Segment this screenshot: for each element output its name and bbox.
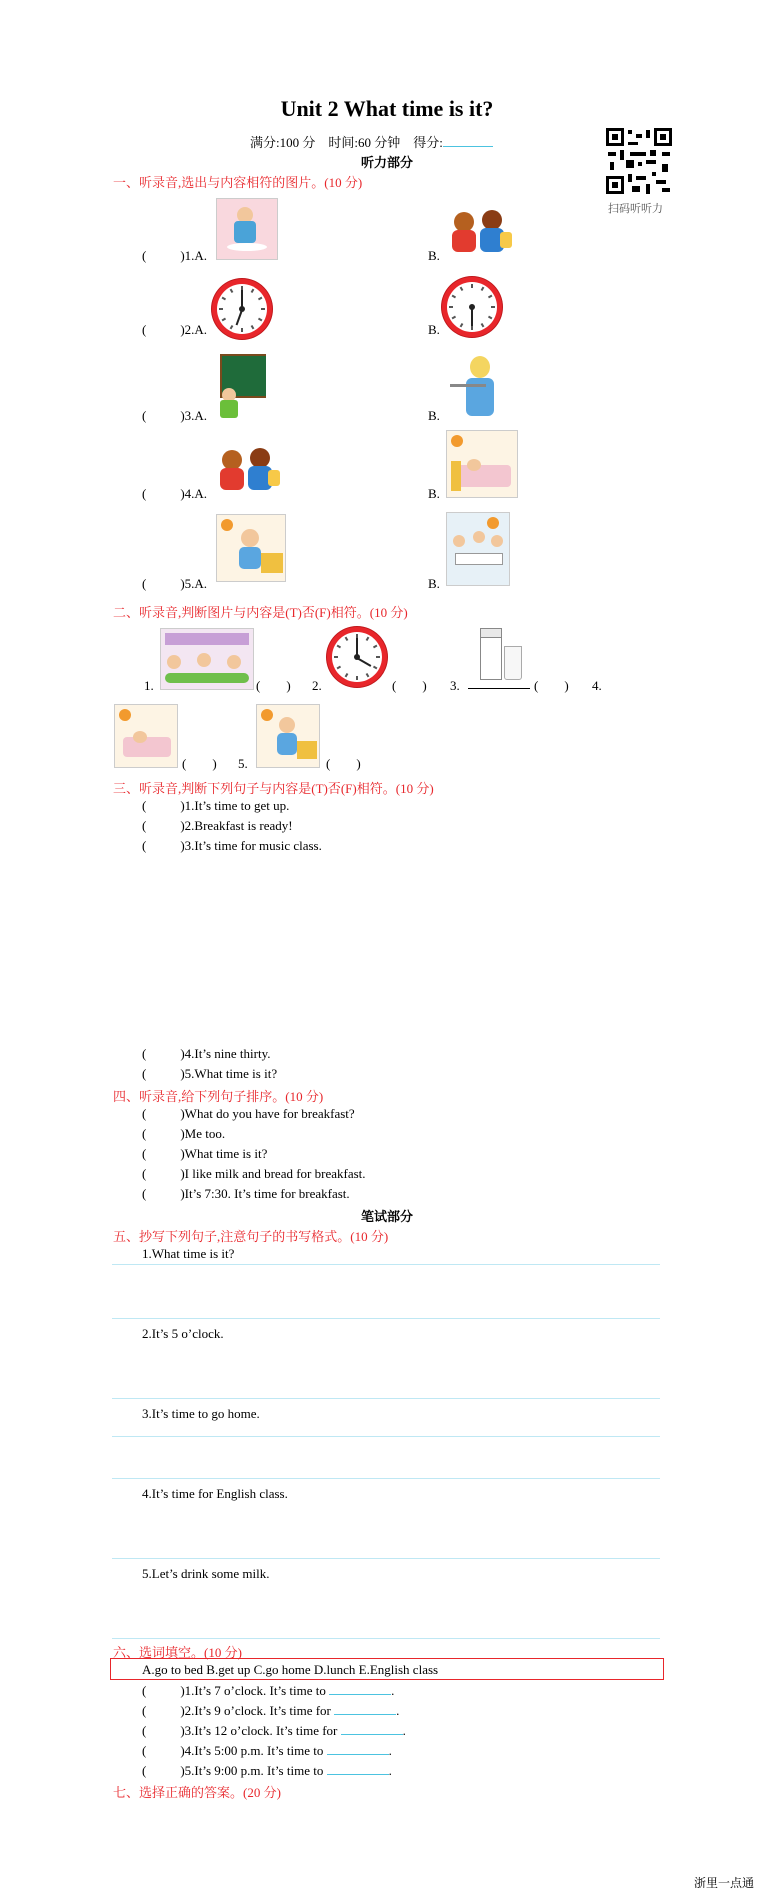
s3-item-2: ( )2.Breakfast is ready!: [142, 818, 293, 833]
clock-tick: [241, 328, 243, 332]
clock-tick: [373, 645, 377, 649]
s2-label-3: 3.: [450, 678, 460, 693]
s6-item-5: ( )5.It’s 9:00 p.m. It’s time to .: [142, 1763, 392, 1778]
s1-row1-b-label: B.: [428, 248, 440, 263]
s5-item-1: 1.What time is it?: [142, 1246, 235, 1261]
clock-tick: [356, 676, 358, 680]
s4-item-4: ( )I like milk and bread for breakfast.: [142, 1166, 366, 1181]
clock-tick: [258, 318, 262, 322]
writing-line[interactable]: [112, 1638, 660, 1639]
s2-answer-1[interactable]: ( ): [256, 678, 291, 693]
exam-time: 时间:60 分钟: [328, 135, 401, 150]
clock-tick: [230, 325, 234, 329]
clock-tick: [222, 318, 226, 322]
section-4-heading: 四、听录音,给下列句子排序。(10 分): [113, 1089, 324, 1104]
s2-label-4: 4.: [592, 678, 602, 693]
writing-line[interactable]: [112, 1264, 660, 1265]
qr-caption: 扫码听听力: [608, 203, 663, 215]
s2-answer-5[interactable]: ( ): [326, 756, 361, 771]
s1-row2-b-label: B.: [428, 322, 440, 337]
s4-item-3: ( )What time is it?: [142, 1146, 268, 1161]
s4-item-1: ( )What do you have for breakfast?: [142, 1106, 355, 1121]
s6-item-3: ( )3.It’s 12 o’clock. It’s time for .: [142, 1723, 406, 1738]
section-5-heading: 五、抄写下列句子,注意句子的书写格式。(10 分): [113, 1229, 389, 1244]
girl-playing-flute-icon[interactable]: [448, 352, 504, 418]
s1-row4-b-label: B.: [428, 486, 440, 501]
s6-blank-3[interactable]: [341, 1722, 403, 1735]
s2-label-5: 5.: [238, 756, 248, 771]
clock-tick: [488, 316, 492, 320]
s2-answer-4[interactable]: ( ): [182, 756, 217, 771]
word-bank: A.go to bed B.get up C.go home D.lunch E.English class: [142, 1662, 439, 1677]
section-1-heading: 一、听录音,选出与内容相符的图片。(10 分): [113, 175, 363, 190]
clock-tick: [481, 323, 485, 327]
clock-tick: [241, 286, 243, 290]
clock-tick: [481, 287, 485, 291]
s4-item-5: ( )It’s 7:30. It’s time for breakfast.: [142, 1186, 350, 1201]
section-2-heading: 二、听录音,判断图片与内容是(T)否(F)相符。(10 分): [113, 605, 408, 620]
listening-section-title: 听力部分: [360, 155, 413, 170]
clock-tick: [366, 637, 370, 641]
clock-tick: [345, 673, 349, 677]
s2-label-2: 2.: [312, 678, 322, 693]
score-label: 得分:: [413, 135, 443, 150]
girl-sleeping-icon[interactable]: [446, 430, 518, 498]
s1-row3-b-label: B.: [428, 408, 440, 423]
clock-tick: [452, 316, 456, 320]
s6-blank-1[interactable]: [329, 1682, 391, 1695]
s2-answer-3[interactable]: ( ): [534, 678, 569, 693]
clock-tick: [230, 289, 234, 293]
writing-section-title: 笔试部分: [360, 1209, 413, 1224]
clock-tick: [337, 645, 341, 649]
s3-item-4: ( )4.It’s nine thirty.: [142, 1046, 271, 1061]
writing-line[interactable]: [112, 1398, 660, 1399]
clock-tick: [491, 306, 495, 308]
teacher-at-blackboard-icon[interactable]: [216, 354, 266, 420]
clock-tick: [345, 637, 349, 641]
s6-blank-5[interactable]: [327, 1762, 389, 1775]
s1-row1-a-label: ( )1.A.: [142, 248, 208, 263]
s5-item-4: 4.It’s time for English class.: [142, 1486, 288, 1501]
footer-brand: 浙里一点通: [694, 1876, 755, 1890]
clock-icon[interactable]: [447, 282, 497, 332]
s2-label-1: 1.: [144, 678, 154, 693]
clock-icon[interactable]: [217, 284, 267, 334]
clock-tick: [373, 666, 377, 670]
clock-tick: [471, 284, 473, 288]
clock-tick: [488, 295, 492, 299]
clock-tick: [449, 306, 453, 308]
music-class-icon[interactable]: [160, 628, 254, 690]
s3-item-3: ( )3.It’s time for music class.: [142, 838, 322, 853]
clock-tick: [376, 656, 380, 658]
writing-line[interactable]: [112, 1558, 660, 1559]
girl-brushing-teeth-icon[interactable]: [216, 198, 278, 260]
s5-item-2: 2.It’s 5 o’clock.: [142, 1326, 224, 1341]
s5-item-5: 5.Let’s drink some milk.: [142, 1566, 270, 1581]
s6-item-2: ( )2.It’s 9 o’clock. It’s time for .: [142, 1703, 400, 1718]
milk-carton-icon[interactable]: [468, 628, 530, 689]
s1-row2-a-label: ( )2.A.: [142, 322, 208, 337]
clock-tick: [337, 666, 341, 670]
s1-row5-a-label: ( )5.A.: [142, 576, 208, 591]
s3-item-5: ( )5.What time is it?: [142, 1066, 278, 1081]
section-3-heading: 三、听录音,判断下列句子与内容是(T)否(F)相符。(10 分): [113, 781, 434, 796]
clock-tick: [460, 287, 464, 291]
s2-answer-2[interactable]: ( ): [392, 678, 427, 693]
clock-tick: [222, 297, 226, 301]
clock-tick: [251, 325, 255, 329]
s4-item-2: ( )Me too.: [142, 1126, 226, 1141]
children-walking-to-school-icon[interactable]: [214, 442, 286, 498]
clock-tick: [471, 326, 473, 330]
s3-item-1: ( )1.It’s time to get up.: [142, 798, 290, 813]
s1-row4-a-label: ( )4.A.: [142, 486, 208, 501]
s1-row5-b-label: B.: [428, 576, 440, 591]
s6-blank-4[interactable]: [327, 1742, 389, 1755]
clock-tick: [251, 289, 255, 293]
writing-line[interactable]: [112, 1478, 660, 1479]
boy-waking-up-icon[interactable]: [216, 514, 286, 582]
clock-tick: [366, 673, 370, 677]
s6-blank-2[interactable]: [334, 1702, 396, 1715]
section-6-heading: 六、选词填空。(10 分): [113, 1645, 242, 1660]
page-title: Unit 2 What time is it?: [280, 96, 494, 121]
writing-line[interactable]: [112, 1318, 660, 1319]
boy-waking-up-icon[interactable]: [256, 704, 320, 768]
clock-tick: [452, 295, 456, 299]
clock-tick: [356, 634, 358, 638]
family-eating-dinner-icon[interactable]: [446, 512, 510, 586]
full-score: 满分:100 分: [250, 135, 316, 150]
clock-tick: [258, 297, 262, 301]
writing-line[interactable]: [112, 1436, 660, 1437]
s6-item-1: ( )1.It’s 7 o’clock. It’s time to .: [142, 1683, 395, 1698]
s6-item-4: ( )4.It’s 5:00 p.m. It’s time to .: [142, 1743, 392, 1758]
clock-tick: [261, 308, 265, 310]
clock-tick: [334, 656, 338, 658]
s5-item-3: 3.It’s time to go home.: [142, 1406, 260, 1421]
score-blank[interactable]: [443, 134, 493, 147]
clock-icon[interactable]: [332, 632, 382, 682]
section-7-heading: 七、选择正确的答案。(20 分): [113, 1785, 281, 1800]
girl-sleeping-icon[interactable]: [114, 704, 178, 768]
exam-meta: [250, 132, 493, 151]
s1-row3-a-label: ( )3.A.: [142, 408, 208, 423]
clock-tick: [219, 308, 223, 310]
clock-tick: [460, 323, 464, 327]
children-walking-to-school-icon[interactable]: [446, 204, 518, 258]
